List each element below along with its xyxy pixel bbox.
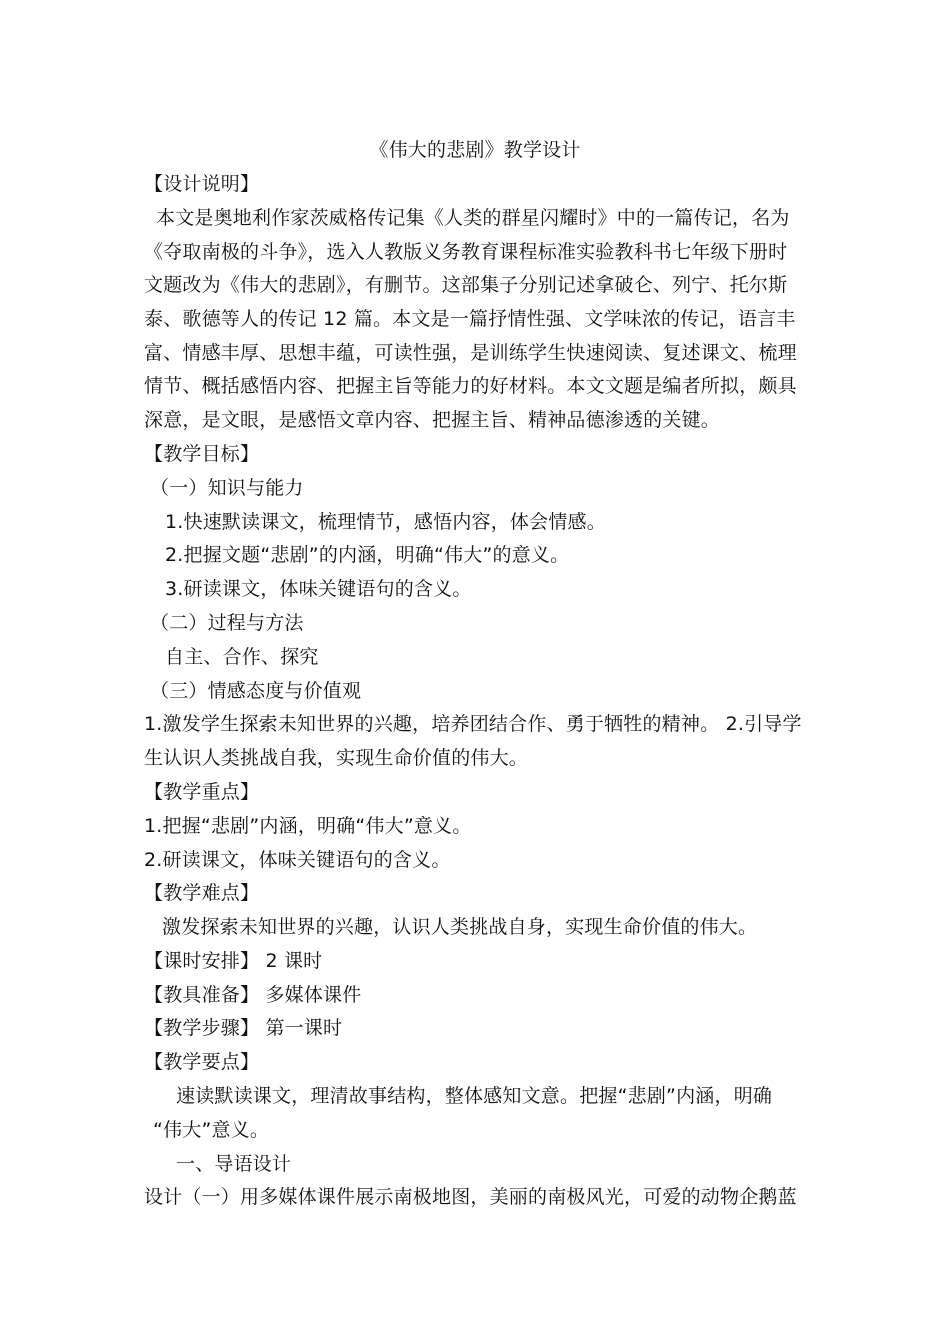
subheading-attitude-values: （三）情感态度与价值观 <box>150 680 362 702</box>
subheading-intro-design: 一、导语设计 <box>176 1153 292 1175</box>
section-heading-design-notes: 【设计说明】 <box>144 173 260 195</box>
paragraph-line: 情节、概括感悟内容、把握主旨等能力的好材料。本文文题是编者所拟，颇具 <box>144 375 797 397</box>
section-heading-schedule: 【课时安排】 2 课时 <box>144 950 323 972</box>
paragraph-line: 《夺取南极的斗争》，选入人教版义务教育课程标准实验教科书七年级下册时 <box>144 241 788 263</box>
list-item: 2.把握文题“悲剧”的内涵，明确“伟大”的意义。 <box>165 544 570 566</box>
subheading-process-method: （二）过程与方法 <box>150 612 304 634</box>
list-item: 2.研读课文，体味关键语句的含义。 <box>144 849 451 871</box>
list-item: 3.研读课文，体味关键语句的含义。 <box>165 578 472 600</box>
section-heading-materials: 【教具准备】 多媒体课件 <box>144 984 362 1006</box>
paragraph-line: 生认识人类挑战自我，实现生命价值的伟大。 <box>144 747 529 769</box>
section-heading-teaching-goals: 【教学目标】 <box>144 443 260 465</box>
list-item: 1.把握“悲剧”内涵，明确“伟大”意义。 <box>144 815 472 837</box>
list-item: 自主、合作、探究 <box>165 646 319 668</box>
section-heading-difficulties: 【教学难点】 <box>144 882 260 904</box>
paragraph-line: “伟大”意义。 <box>153 1119 270 1141</box>
paragraph-line: 速读默读课文，理清故事结构，整体感知文意。把握“悲剧”内涵，明确 <box>176 1085 773 1107</box>
paragraph-line: 富、情感丰厚、思想丰蕴，可读性强，是训练学生快速阅读、复述课文、梳理 <box>144 342 797 364</box>
paragraph-line: 泰、歌德等人的传记 12 篇。本文是一篇抒情性强、文学味浓的传记，语言丰 <box>144 308 796 330</box>
section-heading-essentials: 【教学要点】 <box>144 1051 260 1073</box>
document-title: 《伟大的悲剧》教学设计 <box>369 139 581 161</box>
paragraph-line: 设计（一）用多媒体课件展示南极地图，美丽的南极风光，可爱的动物企鹅蓝 <box>144 1186 797 1208</box>
list-item: 1.快速默读课文，梳理情节，感悟内容，体会情感。 <box>165 511 606 533</box>
paragraph-line: 本文是奥地利作家茨威格传记集《人类的群星闪耀时》中的一篇传记，名为 <box>156 207 790 229</box>
section-heading-steps: 【教学步骤】 第一课时 <box>144 1017 343 1039</box>
section-heading-key-points: 【教学重点】 <box>144 781 260 803</box>
paragraph-line: 深意，是文眼，是感悟文章内容、把握主旨、精神品德渗透的关键。 <box>144 409 721 431</box>
subheading-knowledge-ability: （一）知识与能力 <box>150 477 304 499</box>
paragraph-line: 激发探索未知世界的兴趣，认识人类挑战自身，实现生命价值的伟大。 <box>162 916 758 938</box>
paragraph-line: 文题改为《伟大的悲剧》，有删节。这部集子分别记述拿破仑、列宁、托尔斯 <box>144 274 788 296</box>
paragraph-line: 1.激发学生探索未知世界的兴趣，培养团结合作、勇于牺牲的精神。 2.引导学 <box>144 713 802 735</box>
